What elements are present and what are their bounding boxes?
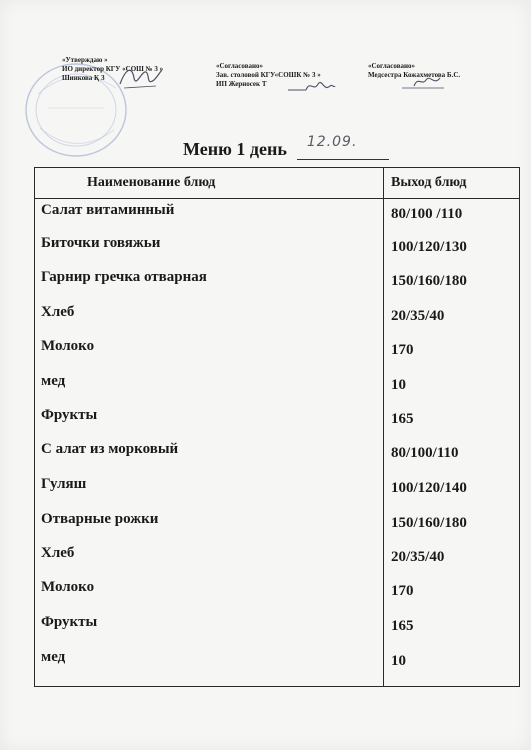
dish-name: Фрукты: [41, 614, 98, 630]
approval-position: Медсестра Кожахметова Б.С.: [368, 71, 461, 79]
table-row: [35, 649, 519, 679]
dish-output: 170: [391, 583, 414, 599]
dish-output: 100/120/140: [391, 480, 467, 496]
approval-heading: «Утверждаю »: [62, 56, 108, 64]
table-row: [35, 202, 519, 232]
table-row: [35, 476, 519, 506]
table-row: [35, 545, 519, 575]
dish-name: Молоко: [41, 338, 95, 354]
header-divider: [35, 198, 519, 199]
table-row: [35, 511, 519, 541]
header-dish-output: Выход блюд: [391, 175, 467, 190]
menu-title-line: [183, 134, 389, 163]
dish-output: 150/160/180: [391, 515, 467, 531]
dish-name: Биточки говяжьи: [41, 235, 161, 251]
dish-output: 20/35/40: [391, 308, 445, 324]
header-dish-name: Наименование блюд: [87, 175, 216, 190]
dish-name: Салат витаминный: [41, 202, 175, 218]
date-underline: [297, 159, 389, 160]
signature-director: [116, 62, 164, 92]
table-row: [35, 373, 519, 403]
table-row: [35, 304, 519, 334]
dish-name: Фрукты: [41, 407, 98, 423]
table-row: [35, 338, 519, 368]
dish-output: 100/120/130: [391, 239, 467, 255]
table-row: [35, 269, 519, 299]
dish-output: 10: [391, 377, 406, 393]
approval-position: ИО директор КГУ «СОШ № 3 »: [62, 65, 164, 73]
dish-output: 80/100/110: [391, 445, 459, 461]
dish-output: 10: [391, 653, 406, 669]
table-row: [35, 441, 519, 471]
dish-output: 80/100 /110: [391, 206, 463, 222]
approval-heading: «Согласовано»: [216, 62, 264, 70]
dish-name: Хлеб: [41, 304, 75, 320]
dish-name: мед: [41, 373, 66, 389]
dish-name: Гуляш: [41, 476, 87, 492]
dish-name: С алат из морковый: [41, 441, 179, 457]
signature-canteen: [286, 76, 336, 96]
date-field: [297, 134, 389, 160]
approval-heading: «Согласовано»: [368, 62, 416, 70]
dish-output: 165: [391, 618, 414, 634]
table-row: [35, 579, 519, 609]
handwritten-date: 12.09.: [306, 134, 358, 150]
table-row: [35, 614, 519, 644]
dish-output: 150/160/180: [391, 273, 467, 289]
dish-name: Гарнир гречка отварная: [41, 269, 207, 285]
approval-person: Шинкова Қ З: [62, 74, 105, 82]
dish-name: мед: [41, 649, 66, 665]
dish-output: 165: [391, 411, 414, 427]
table-row: [35, 235, 519, 265]
page-title: Меню 1 день: [183, 139, 287, 159]
dish-output: 170: [391, 342, 414, 358]
menu-table: [34, 167, 520, 687]
approval-person: ИП Жерносек Т: [216, 80, 267, 88]
dish-name: Молоко: [41, 579, 95, 595]
signature-nurse: [400, 72, 448, 92]
dish-name: Хлеб: [41, 545, 75, 561]
approval-position: Зав. столовой КГУ«СОШК № 3 »: [216, 71, 321, 79]
table-row: [35, 407, 519, 437]
dish-name: Отварные рожки: [41, 511, 159, 527]
dish-output: 20/35/40: [391, 549, 445, 565]
